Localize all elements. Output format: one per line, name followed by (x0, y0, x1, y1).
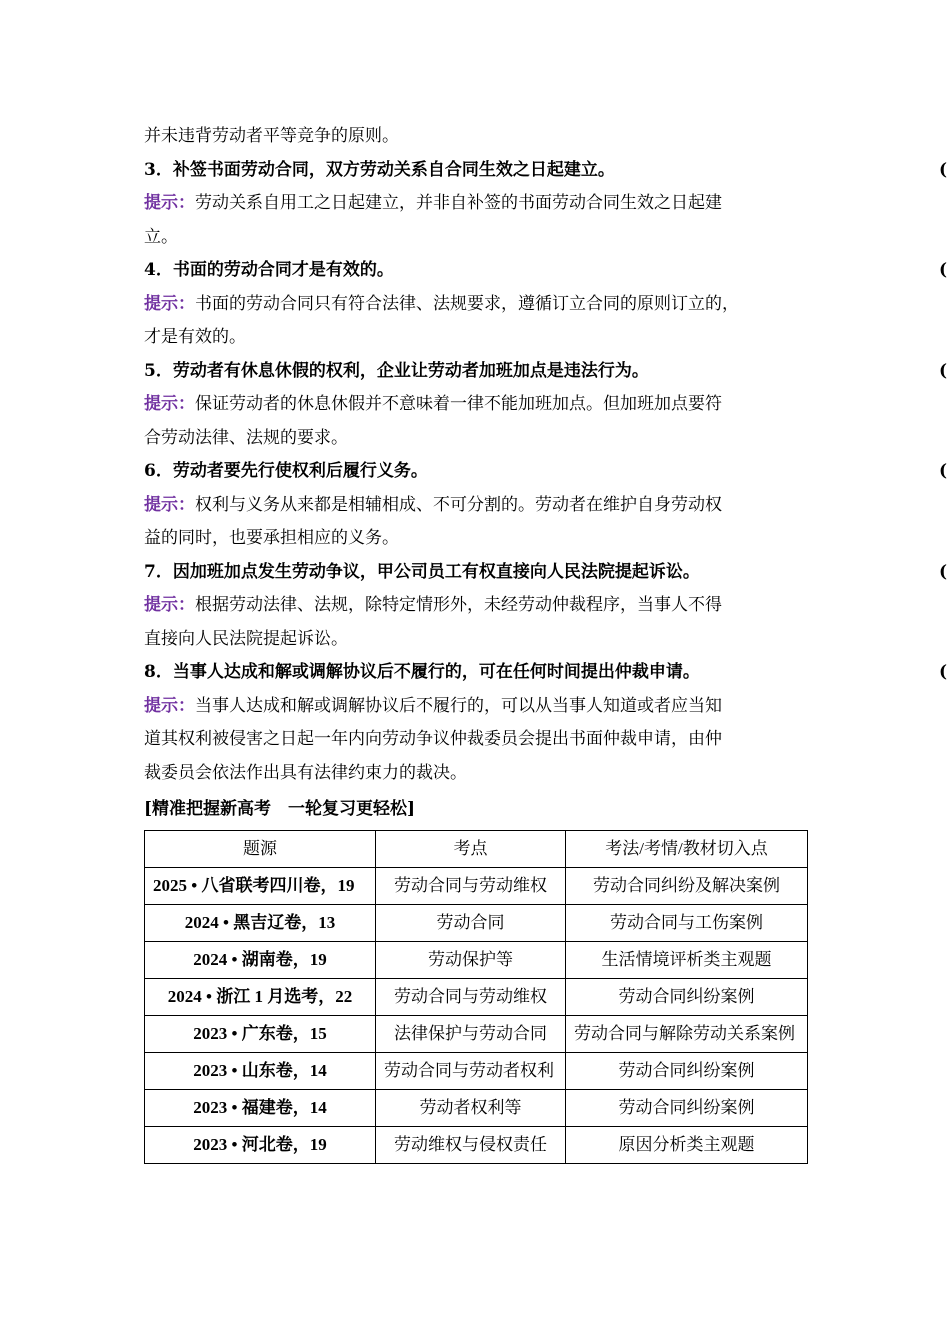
cell-approach: 劳动合同纠纷案例 (566, 1053, 808, 1090)
cell-topic: 劳动合同与劳动维权 (376, 979, 566, 1016)
section-title: [精准把握新高考 一轮复习更轻松] (144, 799, 416, 819)
hint-line: 提示：权利与义务从来都是相辅相成、不可分割的。劳动者在维护自身劳动权 (144, 494, 722, 515)
hint-label: 提示： (144, 193, 195, 213)
cell-source: 2025 • 八省联考四川卷，19 (145, 868, 376, 905)
hint-label: 提示： (144, 293, 195, 314)
header-topic: 考点 (376, 831, 566, 868)
table-row (145, 905, 808, 942)
table-row (145, 1127, 808, 1164)
cell-topic: 劳动保护等 (376, 942, 566, 979)
header-approach: 考法/考情/教材切入点 (566, 831, 808, 868)
cell-topic: 劳动者权利等 (376, 1090, 566, 1127)
question-5: 5．劳动者有休息休假的权利，企业让劳动者加班加点是违法行为。 ( (144, 355, 820, 389)
cell-source: 2023 • 河北卷，19 (145, 1127, 376, 1164)
table-row (145, 1016, 808, 1053)
cell-approach: 原因分析类主观题 (566, 1127, 808, 1164)
hint-label: 提示： (144, 394, 195, 414)
question-6: 6．劳动者要先行使权利后履行义务。 ( (144, 455, 820, 489)
cell-approach: 生活情境评析类主观题 (566, 942, 808, 979)
cell-topic: 劳动合同 (376, 905, 566, 942)
answer-paren: ( (939, 662, 948, 682)
hint-line: 提示：劳动关系自用工之日起建立，并非自补签的书面劳动合同生效之日起建 (144, 193, 722, 213)
hint-line: 提示：当事人达成和解或调解协议后不履行的，可以从当事人知道或者应当知 (144, 695, 722, 716)
text-line: 益的同时，也要承担相应的义务。 (144, 528, 399, 548)
exam-source-table (144, 830, 808, 1164)
question-3: 3．补签书面劳动合同，双方劳动关系自合同生效之日起建立。 ( (144, 154, 820, 188)
text-line: 合劳动法律、法规的要求。 (144, 427, 348, 448)
document-body (144, 120, 948, 1164)
cell-topic: 劳动维权与侵权责任 (376, 1127, 566, 1164)
hint-line: 提示：根据劳动法律、法规，除特定情形外，未经劳动仲裁程序，当事人不得 (144, 595, 722, 615)
answer-paren: ( (939, 260, 948, 280)
cell-source: 2023 • 广东卷，15 (145, 1016, 376, 1053)
text-line: 裁委员会依法作出具有法律约束力的裁决。 (144, 762, 467, 783)
cell-topic: 劳动合同与劳动维权 (376, 868, 566, 905)
text-line: 直接向人民法院提起诉讼。 (144, 628, 348, 649)
cell-source: 2024 • 湖南卷，19 (145, 942, 376, 979)
cell-approach: 劳动合同纠纷及解决案例 (566, 868, 808, 905)
text-line: 立。 (144, 226, 178, 247)
question-7: 7．因加班加点发生劳动争议，甲公司员工有权直接向人民法院提起诉讼。 ( (144, 556, 820, 590)
cell-source: 2024 • 黑吉辽卷，13 (145, 905, 376, 942)
text-line: 才是有效的。 (144, 327, 246, 347)
answer-paren: ( (939, 461, 948, 481)
cell-approach: 劳动合同纠纷案例 (566, 979, 808, 1016)
cell-approach: 劳动合同与工伤案例 (566, 905, 808, 942)
cell-source: 2024 • 浙江 1 月选考，22 (145, 979, 376, 1016)
answer-paren: ( (939, 360, 948, 381)
question-4: 4．书面的劳动合同才是有效的。 ( (144, 254, 820, 288)
hint-label: 提示： (144, 695, 195, 716)
table-row (145, 979, 808, 1016)
hint-line: 提示：保证劳动者的休息休假并不意味着一律不能加班加点。但加班加点要符 (144, 394, 722, 414)
cell-approach: 劳动合同与解除劳动关系案例 (566, 1016, 808, 1053)
text-line: 并未违背劳动者平等竞争的原则。 (144, 126, 399, 146)
table-row (145, 1090, 808, 1127)
cell-topic: 劳动合同与劳动者权利 (376, 1053, 566, 1090)
hint-label: 提示： (144, 494, 195, 515)
cell-approach: 劳动合同纠纷案例 (566, 1090, 808, 1127)
cell-source: 2023 • 山东卷，14 (145, 1053, 376, 1090)
header-source: 题源 (145, 831, 376, 868)
cell-topic: 法律保护与劳动合同 (376, 1016, 566, 1053)
hint-line: 提示：书面的劳动合同只有符合法律、法规要求，遵循订立合同的原则订立的， (144, 293, 739, 314)
answer-paren: ( (939, 561, 948, 582)
question-8: 8．当事人达成和解或调解协议后不履行的，可在任何时间提出仲裁申请。 ( (144, 656, 820, 690)
table-row (145, 1053, 808, 1090)
table-header-row (145, 831, 808, 868)
hint-label: 提示： (144, 595, 195, 615)
table-row (145, 942, 808, 979)
table-row (145, 868, 808, 905)
text-line: 道其权利被侵害之日起一年内向劳动争议仲裁委员会提出书面仲裁申请，由仲 (144, 729, 722, 749)
answer-paren: ( (939, 159, 948, 180)
cell-source: 2023 • 福建卷，14 (145, 1090, 376, 1127)
